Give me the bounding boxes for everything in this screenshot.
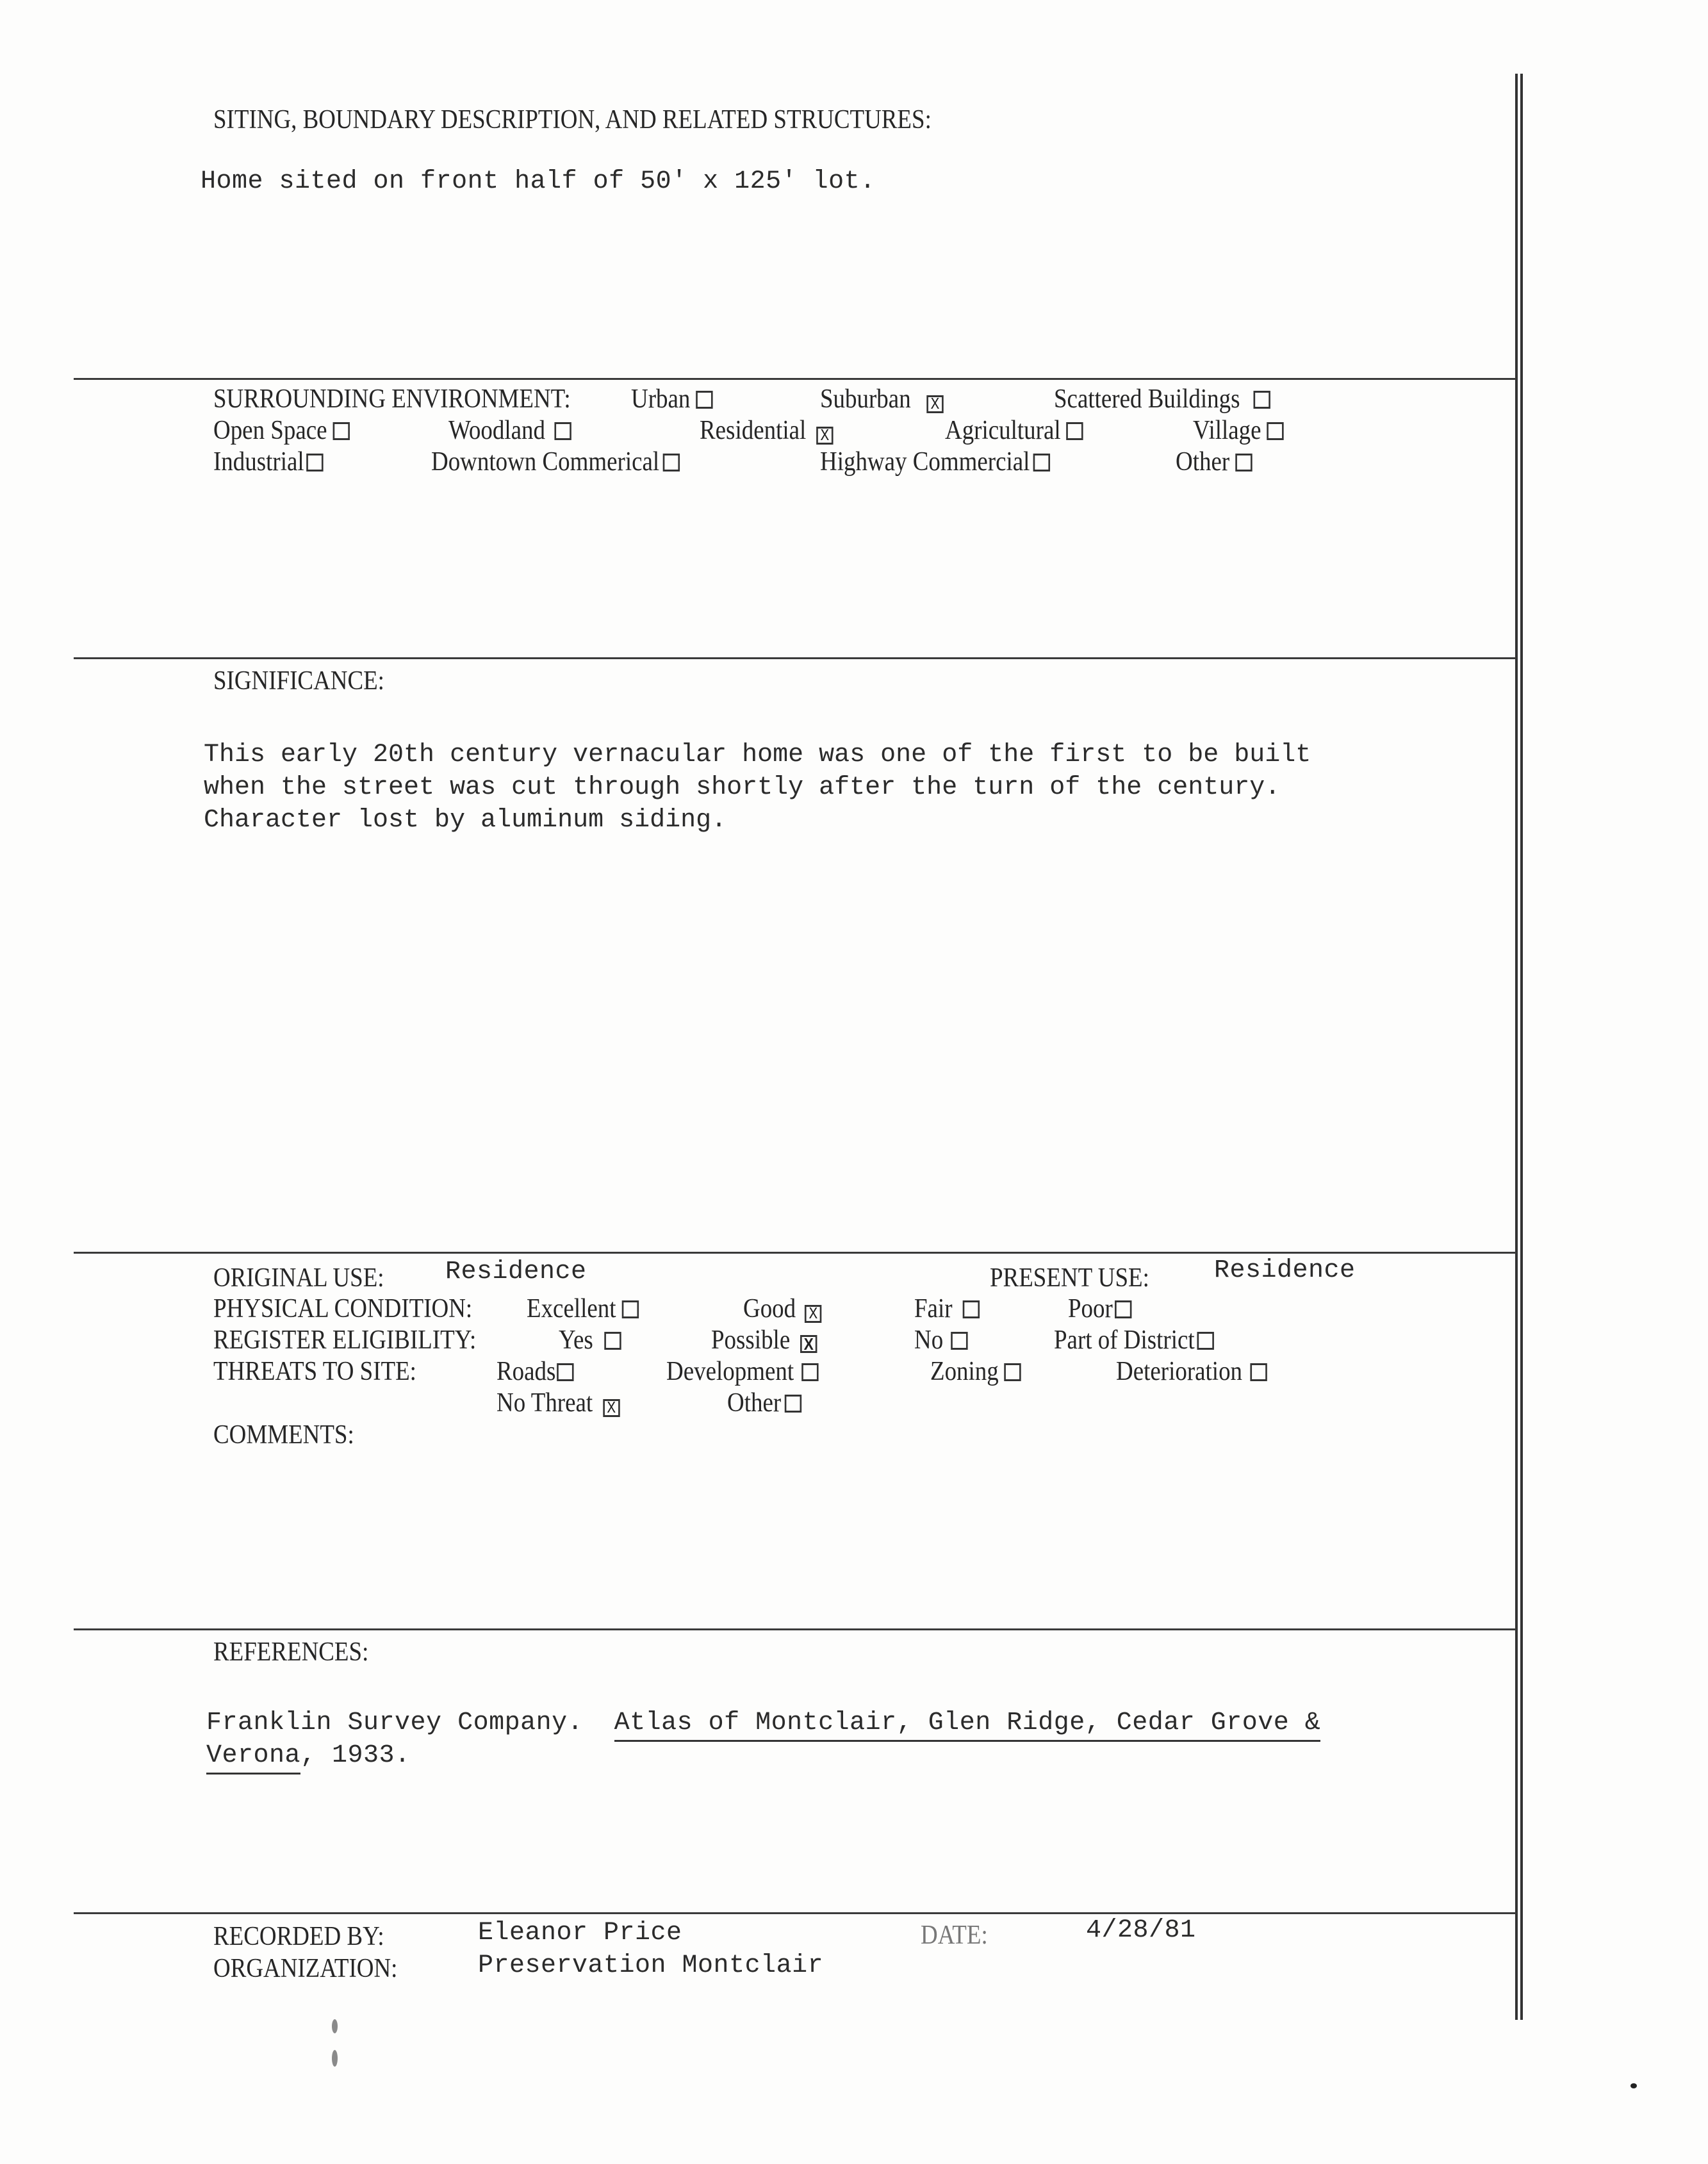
significance-line: This early 20th century vernacular home was one of the first to be built [204,741,1311,769]
condition-option-fair[interactable] [914,1295,980,1322]
checkbox[interactable] [1235,454,1252,471]
option-label: Other [727,1388,782,1418]
env-option-downtown-commercial[interactable] [431,448,680,475]
reference-author: Franklin Survey Company. [206,1709,584,1737]
option-label: Village [1193,416,1261,445]
condition-option-good[interactable] [743,1295,822,1323]
checkbox[interactable] [962,1300,979,1318]
date-value: 4/28/81 [1086,1916,1196,1945]
eligibility-option-possible[interactable] [711,1327,817,1354]
env-option-agricultural[interactable] [945,417,1083,444]
option-label: Agricultural [945,416,1061,445]
siting-heading: SITING, BOUNDARY DESCRIPTION, AND RELATED STRUCTURES: [213,105,932,135]
option-label: Poor [1068,1294,1113,1324]
env-option-scattered-buildings[interactable] [1054,386,1270,413]
present-use-value: Residence [1214,1256,1356,1285]
condition-option-poor[interactable] [1068,1295,1132,1322]
checkbox[interactable] [604,1332,621,1350]
env-option-woodland[interactable] [448,417,571,444]
checkbox[interactable] [784,1395,801,1413]
original-use-label: ORIGINAL USE: [213,1263,384,1293]
checkbox[interactable] [1033,454,1050,471]
env-option-suburban[interactable] [820,386,944,413]
recorded-by-value: Eleanor Price [478,1919,682,1947]
option-label: Other [1176,447,1230,477]
present-use-label: PRESENT USE: [990,1263,1149,1293]
eligibility-option-no[interactable] [914,1327,968,1354]
checkbox-checked[interactable]: X [816,427,833,445]
option-label: Development [666,1357,794,1386]
checkbox[interactable] [1250,1363,1267,1381]
checkbox[interactable] [306,454,323,471]
threat-option-no-threat[interactable] [497,1389,620,1417]
env-option-highway-commercial[interactable] [820,448,1050,475]
checkbox-checked[interactable]: X [800,1335,817,1353]
env-option-village[interactable] [1193,417,1284,444]
option-label: Residential [700,416,807,445]
option-label: Yes [559,1325,593,1355]
threat-option-zoning[interactable] [930,1358,1021,1385]
option-label: Fair [914,1294,953,1324]
right-border-line-outer [1515,74,1518,2020]
checkbox[interactable] [1066,422,1083,440]
threat-option-development[interactable] [666,1358,819,1385]
reference-line-1 [206,1710,1320,1736]
checkbox[interactable] [1197,1332,1213,1350]
option-label: Excellent [527,1294,616,1324]
comments-area[interactable] [213,1454,1495,1614]
option-label: Possible [711,1325,791,1355]
option-label: Woodland [448,416,546,445]
checkbox[interactable] [1115,1300,1131,1318]
checkbox[interactable] [333,422,349,440]
siting-text: Home sited on front half of 50' x 125' lot. [201,167,876,196]
checkbox[interactable] [621,1300,638,1318]
checkbox[interactable] [662,454,679,471]
punch-mark-decoration [1630,2083,1637,2088]
threat-option-roads[interactable] [497,1358,574,1385]
checkbox[interactable] [1005,1363,1021,1381]
divider-recorded [74,1912,1516,1914]
reference-line-2 [206,1743,411,1769]
option-label: Highway Commercial [820,447,1030,477]
env-option-residential[interactable] [700,417,833,445]
option-label: Open Space [213,416,327,445]
option-label: Downtown Commerical [431,447,660,477]
eligibility-option-part-of-district[interactable] [1054,1327,1214,1354]
environment-heading: SURROUNDING ENVIRONMENT: [213,384,571,414]
checkbox[interactable] [1267,422,1283,440]
divider-use [74,1252,1516,1254]
divider-references [74,1628,1516,1630]
threat-option-other[interactable] [727,1389,801,1416]
checkbox[interactable] [801,1363,818,1381]
organization-label: ORGANIZATION: [213,1954,398,1983]
reference-year: , 1933. [300,1741,411,1770]
option-label: Suburban [820,384,911,414]
option-label: Good [743,1294,796,1324]
env-option-industrial[interactable] [213,448,324,475]
divider-environment [74,378,1516,380]
reference-title-cont: Verona [206,1741,300,1775]
significance-line: when the street was cut through shortly after the turn of the century. [204,773,1281,802]
ink-blot-decoration [332,2050,338,2067]
eligibility-option-yes[interactable] [559,1327,621,1354]
date-label: DATE: [921,1921,988,1950]
option-label: No [914,1325,944,1355]
env-option-other[interactable] [1176,448,1252,475]
threat-option-deterioration[interactable] [1116,1358,1267,1385]
option-label: Scattered Buildings [1054,384,1240,414]
option-label: Zoning [930,1357,999,1386]
checkbox[interactable] [951,1332,968,1350]
significance-heading: SIGNIFICANCE: [213,666,384,696]
recorded-by-label: RECORDED BY: [213,1922,384,1951]
reference-title: Atlas of Montclair, Glen Ridge, Cedar Grove & [614,1709,1321,1742]
checkbox[interactable] [1254,391,1270,409]
divider-significance [74,657,1516,659]
checkbox[interactable] [696,391,712,409]
option-label: No Threat [497,1388,593,1418]
threats-label: THREATS TO SITE: [213,1357,416,1386]
checkbox-checked[interactable]: X [603,1399,620,1417]
checkbox[interactable] [557,1363,573,1381]
references-heading: REFERENCES: [213,1637,369,1667]
organization-value: Preservation Montclair [478,1951,824,1980]
checkbox-checked[interactable]: X [805,1305,821,1323]
significance-text [204,739,1311,837]
option-label: Roads [497,1357,556,1386]
option-label: Part of District [1054,1325,1195,1355]
comments-heading: COMMENTS: [213,1420,354,1450]
checkbox[interactable] [554,422,571,440]
physical-condition-label: PHYSICAL CONDITION: [213,1294,473,1324]
env-option-open-space[interactable] [213,417,350,444]
option-label: Urban [631,384,691,414]
original-use-value: Residence [445,1258,587,1286]
condition-option-excellent[interactable] [527,1295,639,1322]
significance-line: Character lost by aluminum siding. [204,806,727,835]
register-eligibility-label: REGISTER ELIGIBILITY: [213,1325,477,1355]
ink-blot-decoration [332,2019,338,2033]
right-border-line-inner [1520,74,1523,2020]
checkbox-checked[interactable]: X [926,395,943,413]
option-label: Industrial [213,447,304,477]
env-option-urban[interactable] [631,386,713,413]
option-label: Deterioration [1116,1357,1243,1386]
